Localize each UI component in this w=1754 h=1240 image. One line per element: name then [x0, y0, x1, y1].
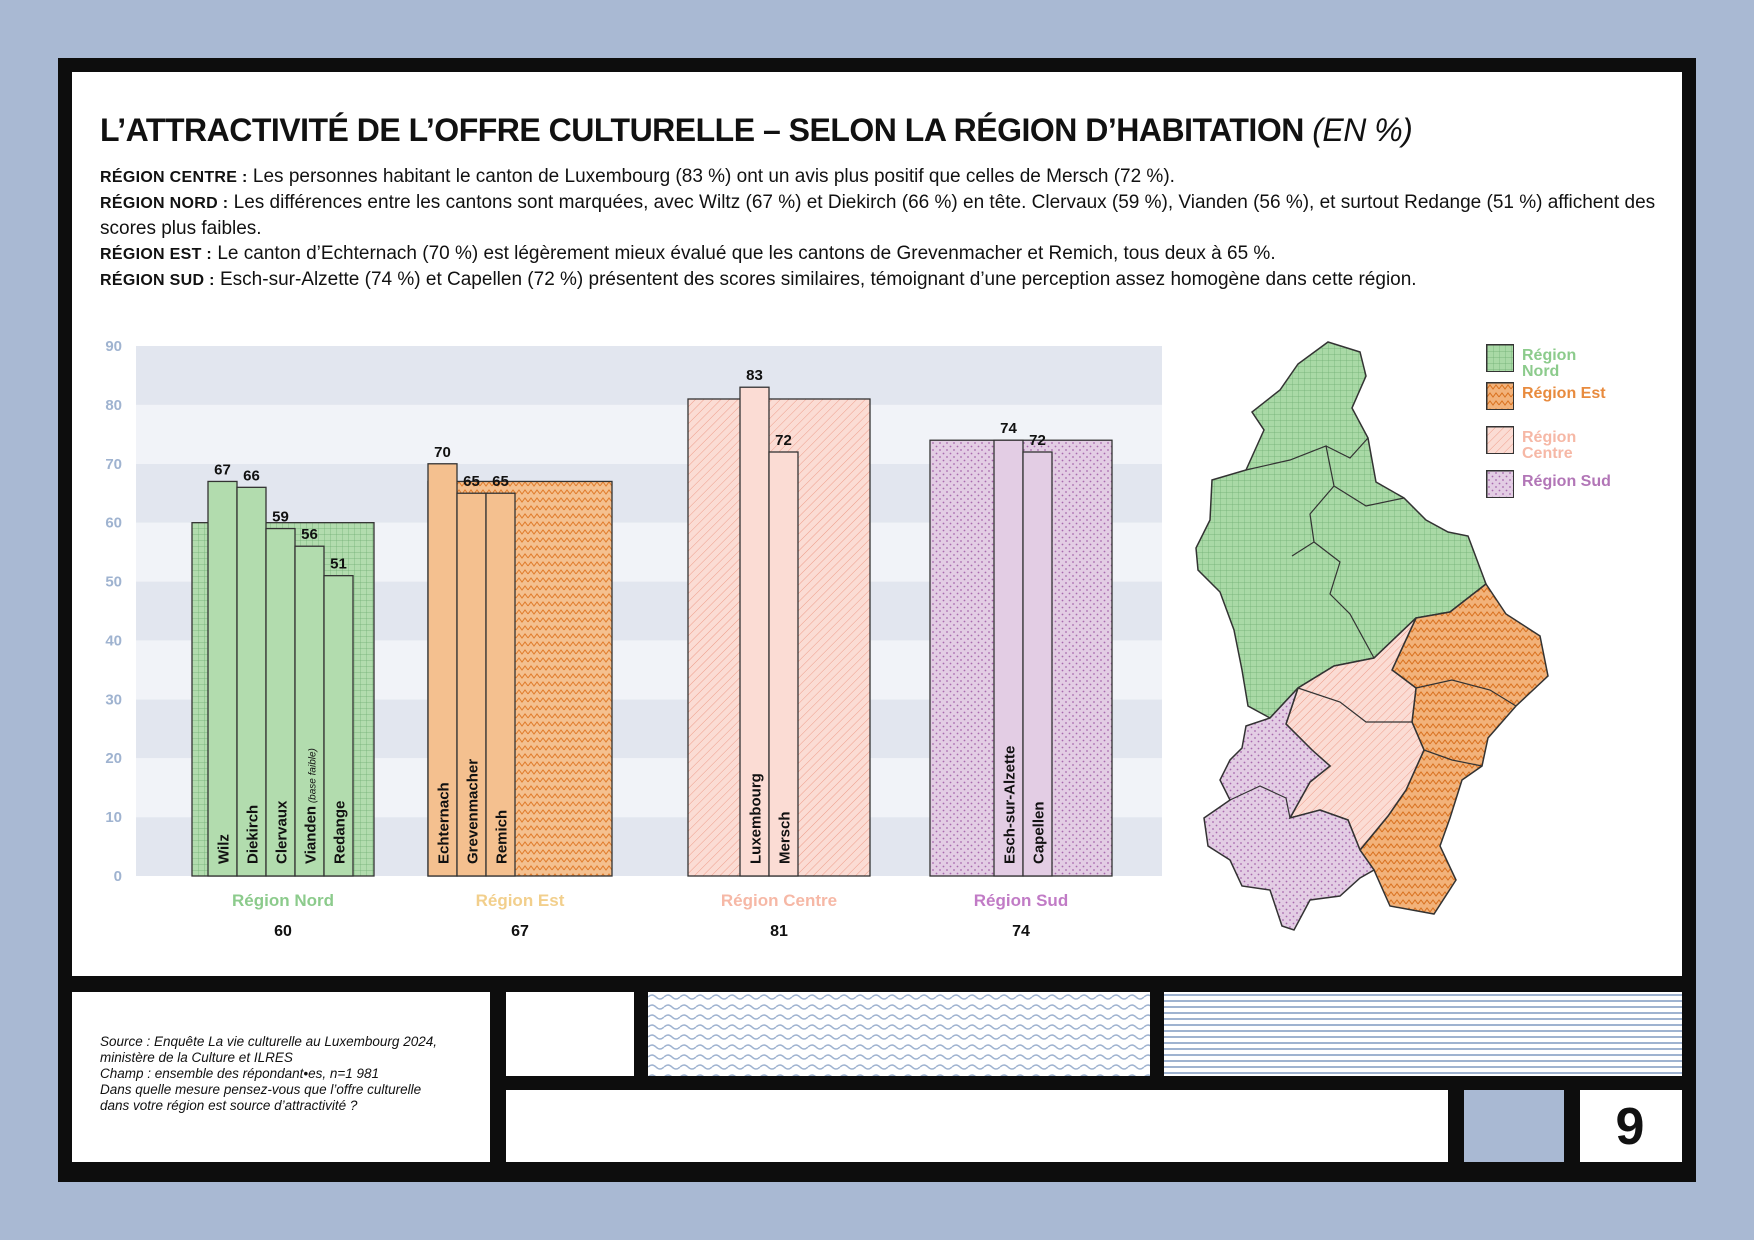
y-tick-label: 20 — [105, 750, 122, 768]
canton-value-label: 59 — [272, 508, 289, 526]
canton-bar — [208, 481, 237, 876]
canton-value-label: 83 — [746, 367, 763, 385]
y-tick-label: 90 — [105, 338, 122, 355]
legend-swatch-centre — [1486, 426, 1514, 454]
legend-swatch-est — [1486, 382, 1514, 410]
intro-body: Les différences entre les cantons sont marquées, avec Wiltz (67 %) et Diekirch (66 %) en tête. Clervaux (59 %), Vianden (56 %), et surtout Redange (51 %) affichent des scores plus faibles. — [100, 192, 1656, 239]
title-suffix: (EN %) — [1312, 112, 1413, 148]
legend-label: Région Centre — [1522, 429, 1577, 462]
intro-label: RÉGION CENTRE : — [100, 169, 248, 186]
canton-value-label: 51 — [330, 555, 347, 573]
region-label: Région Sud — [973, 891, 1069, 910]
canton-value-label: 65 — [463, 473, 480, 491]
canton-name-label: Remich — [493, 809, 511, 864]
intro-body: Esch-sur-Alzette (74 %) et Capellen (72 %) présentent des scores similaires, témoignant d’une perception assez homogène dans cette région. — [220, 269, 1417, 290]
y-tick-label: 30 — [105, 691, 122, 709]
note-line: Dans quelle mesure pensez-vous que l’offre culturelle — [100, 1082, 422, 1097]
legend-swatch-nord — [1486, 344, 1514, 372]
grid-band — [136, 346, 1162, 405]
title-main: L’ATTRACTIVITÉ DE L’OFFRE CULTURELLE – SELON LA RÉGION D’HABITATION — [100, 112, 1304, 148]
legend-label: Région Est — [1522, 385, 1606, 402]
legend-swatch-sud — [1486, 470, 1514, 498]
canton-name-label: Diekirch — [244, 804, 262, 864]
canton-name-label: Wilz — [215, 834, 233, 864]
note-line: Source : Enquête La vie culturelle au Luxembourg 2024, — [100, 1034, 437, 1049]
canton-name-label: Luxembourg — [747, 773, 765, 864]
intro-label: RÉGION EST : — [100, 246, 213, 263]
canton-name-label: Redange — [331, 800, 349, 864]
y-tick-label: 50 — [105, 573, 122, 591]
canton-value-label: 72 — [775, 432, 792, 449]
canton-value-label: 67 — [214, 461, 231, 479]
region-total-label: 60 — [274, 923, 292, 940]
canton-value-label: 65 — [492, 473, 509, 491]
note-line: dans votre région est source d’attractivité ? — [100, 1098, 358, 1113]
y-tick-label: 40 — [105, 632, 122, 650]
chart-layer — [105, 338, 1162, 940]
luxembourg-map — [1190, 330, 1630, 940]
intro-label: RÉGION NORD : — [100, 195, 229, 212]
canton-name-label: Clervaux — [273, 800, 291, 864]
canton-name-label: Esch-sur-Alzette — [1001, 745, 1019, 864]
region-label: Région Nord — [232, 891, 334, 910]
canton-value-label: 56 — [301, 526, 318, 544]
region-label: Région Est — [475, 891, 565, 910]
region-label: Région Centre — [720, 891, 838, 910]
intro-body: Les personnes habitant le canton de Luxembourg (83 %) ont un avis plus positif que celles de Mersch (72 %). — [252, 166, 1175, 187]
canton-name-label: Mersch — [776, 811, 794, 864]
canton-note-label: (base faible) — [307, 748, 319, 806]
canton-name-label: Vianden (base faible) — [302, 748, 320, 864]
y-tick-label: 0 — [113, 868, 122, 885]
region-total-label: 67 — [511, 923, 529, 940]
canton-value-label: 66 — [243, 467, 260, 485]
canton-name-label: Echternach — [435, 782, 453, 864]
note-line: ministère de la Culture et ILRES — [100, 1050, 293, 1065]
y-tick-label: 70 — [105, 455, 122, 473]
canton-name-label: Grevenmacher — [464, 758, 482, 864]
intro-label: RÉGION SUD : — [100, 272, 215, 289]
region-total-label: 74 — [1012, 923, 1030, 940]
y-tick-label: 10 — [105, 809, 122, 827]
canton-value-label: 72 — [1029, 432, 1046, 449]
intro-body: Le canton d’Echternach (70 %) est légèrement mieux évalué que les cantons de Grevenmacher et Remich, tous deux à 65 %. — [217, 243, 1276, 264]
canton-value-label: 74 — [1000, 420, 1017, 438]
y-tick-label: 80 — [105, 396, 122, 414]
region-total-label: 81 — [770, 923, 788, 940]
legend-label: Région Sud — [1522, 473, 1611, 490]
source-note — [100, 1034, 460, 1114]
page-number: 9 — [1615, 1098, 1645, 1156]
canton-value-label: 70 — [434, 443, 451, 461]
note-line: Champ : ensemble des répondant•es, n=1 981 — [100, 1066, 380, 1081]
canton-name-label: Capellen — [1030, 801, 1048, 864]
legend-label: Région Nord — [1522, 347, 1577, 380]
y-tick-label: 60 — [105, 514, 122, 532]
